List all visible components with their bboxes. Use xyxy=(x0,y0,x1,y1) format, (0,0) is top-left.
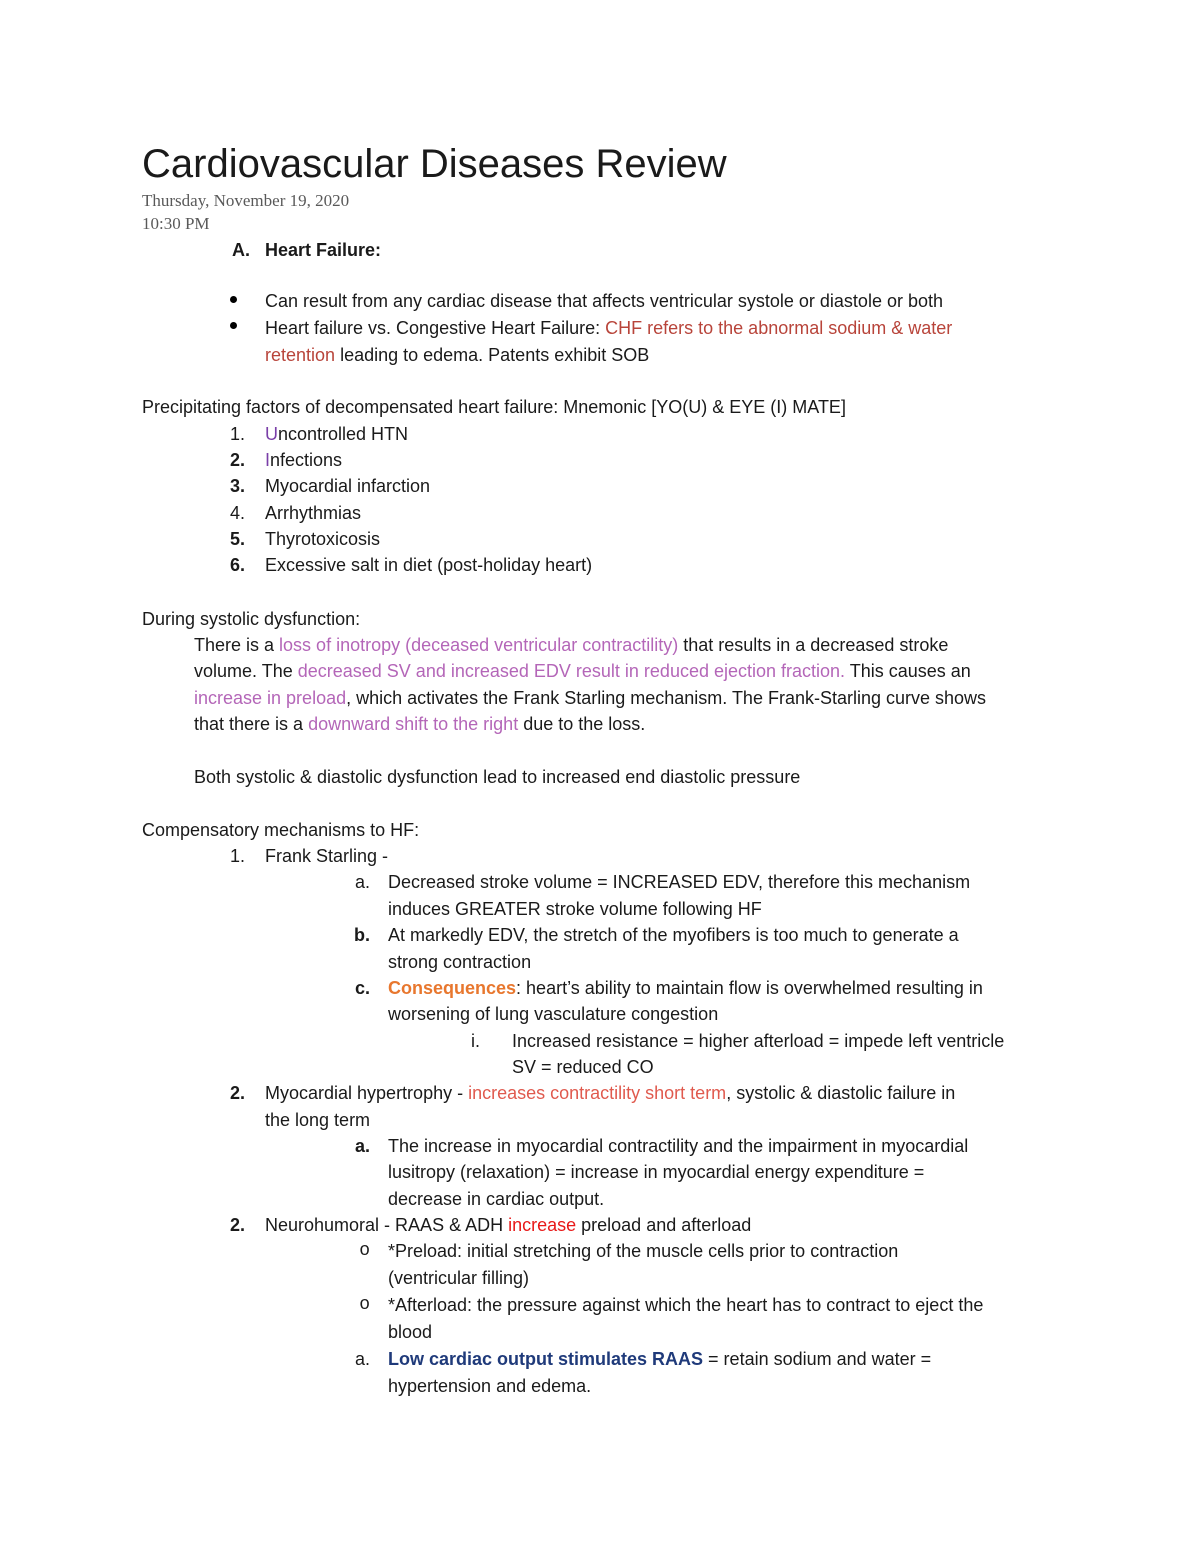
note-date: Thursday, November 19, 2020 xyxy=(142,191,350,210)
list-item: Myocardial infarction xyxy=(265,476,431,496)
list-item: Frank Starling - xyxy=(265,846,389,866)
bullet-o-icon: o xyxy=(359,1295,370,1315)
text-run: = retain sodium and water = xyxy=(703,1349,932,1369)
highlight-text: increases contractility short term xyxy=(468,1083,727,1103)
paragraph: Both systolic & diastolic dysfunction lead to increased end diastolic pressure xyxy=(194,767,801,787)
highlight-text: Low cardiac output stimulates RAAS xyxy=(388,1349,704,1369)
list-item xyxy=(388,1346,931,1372)
list-item: Can result from any cardiac disease that affects ventricular systole or diastole or both xyxy=(265,291,943,311)
paragraph-heading: During systolic dysfunction: xyxy=(142,609,361,629)
list-item xyxy=(265,447,342,473)
list-item xyxy=(265,1080,955,1106)
mnemonic-letter: I xyxy=(265,450,271,470)
list-item-continuation: (ventricular filling) xyxy=(388,1268,530,1288)
text-run: nfections xyxy=(270,450,343,470)
list-item: Increased resistance = higher afterload = impede left ventricle xyxy=(512,1031,1005,1051)
page-title: Cardiovascular Diseases Review xyxy=(142,142,727,186)
text-run: This causes an xyxy=(845,661,971,681)
highlight-label: Consequences xyxy=(388,978,517,998)
highlight-text: decreased SV and increased EDV result in reduced ejection fraction. xyxy=(297,661,846,681)
list-item: Excessive salt in diet (post-holiday heart) xyxy=(265,555,593,575)
list-number: 1. xyxy=(229,424,245,444)
text-run: , which activates the Frank Starling mechanism. The Frank-Starling curve shows xyxy=(346,688,987,708)
text-run: leading to edema. Patents exhibit SOB xyxy=(335,345,650,365)
paragraph-line xyxy=(194,711,645,737)
list-item-continuation xyxy=(265,342,649,368)
section-heading: Heart Failure: xyxy=(265,240,382,260)
list-letter: a. xyxy=(354,1349,370,1369)
list-item-continuation: hypertension and edema. xyxy=(388,1376,592,1396)
list-item xyxy=(265,315,952,341)
text-run: Heart failure vs. Congestive Heart Failure: xyxy=(265,318,606,338)
list-item: *Afterload: the pressure against which the heart has to contract to eject the xyxy=(388,1295,984,1315)
text-run: Neurohumoral - RAAS & ADH xyxy=(265,1215,509,1235)
paragraph-line xyxy=(194,658,971,684)
highlight-text: increase xyxy=(508,1215,577,1235)
list-number: 1. xyxy=(229,846,245,866)
text-run: due to the loss. xyxy=(518,714,646,734)
bullet-icon xyxy=(230,322,237,329)
section-marker: A. xyxy=(232,240,250,260)
list-number: 5. xyxy=(229,529,245,549)
list-item: The increase in myocardial contractility and the impairment in myocardial xyxy=(388,1136,969,1156)
list-number: 3. xyxy=(229,476,245,496)
list-letter: a. xyxy=(354,1136,370,1156)
highlight-text: CHF refers to the abnormal sodium & water xyxy=(605,318,953,338)
list-item-continuation: strong contraction xyxy=(388,952,532,972)
list-item-continuation: blood xyxy=(388,1322,433,1342)
paragraph: Precipitating factors of decompensated heart failure: Mnemonic [YO(U) & EYE (I) MATE] xyxy=(142,397,846,417)
text-run: preload and afterload xyxy=(576,1215,752,1235)
list-letter: a. xyxy=(354,872,370,892)
paragraph-line xyxy=(194,685,986,711)
list-letter: b. xyxy=(354,925,370,945)
text-run: There is a xyxy=(194,635,280,655)
list-item: At markedly EDV, the stretch of the myofibers is too much to generate a xyxy=(388,925,959,945)
list-item-continuation: the long term xyxy=(265,1110,371,1130)
list-item: Decreased stroke volume = INCREASED EDV, therefore this mechanism xyxy=(388,872,971,892)
bullet-o-icon: o xyxy=(359,1241,370,1261)
list-item xyxy=(388,975,983,1001)
text-run: Myocardial hypertrophy - xyxy=(265,1083,469,1103)
text-run: that results in a decreased stroke xyxy=(678,635,949,655)
list-item-continuation: worsening of lung vasculature congestion xyxy=(388,1004,719,1024)
highlight-text: loss of inotropy (deceased ventricular contractility) xyxy=(279,635,679,655)
list-item: Thyrotoxicosis xyxy=(265,529,381,549)
highlight-text: increase in preload xyxy=(194,688,347,708)
list-number: 2. xyxy=(229,1083,245,1103)
bullet-icon xyxy=(230,296,237,303)
paragraph-line xyxy=(194,632,948,658)
list-number: 6. xyxy=(229,555,245,575)
list-item-continuation: decrease in cardiac output. xyxy=(388,1189,605,1209)
list-number: 2. xyxy=(229,1215,245,1235)
text-run: volume. The xyxy=(194,661,298,681)
paragraph-heading: Compensatory mechanisms to HF: xyxy=(142,820,420,840)
list-item-continuation: SV = reduced CO xyxy=(512,1057,654,1077)
highlight-text: downward shift to the right xyxy=(308,714,519,734)
text-run: , systolic & diastolic failure in xyxy=(726,1083,956,1103)
list-item: *Preload: initial stretching of the muscle cells prior to contraction xyxy=(388,1241,899,1261)
list-number: 4. xyxy=(229,503,245,523)
list-item: Arrhythmias xyxy=(265,503,362,523)
mnemonic-letter: U xyxy=(265,424,278,444)
list-letter: c. xyxy=(354,978,370,998)
list-item xyxy=(265,1212,751,1238)
text-run: that there is a xyxy=(194,714,309,734)
list-item-continuation: induces GREATER stroke volume following HF xyxy=(388,899,762,919)
note-time: 10:30 PM xyxy=(142,214,210,233)
list-number: 2. xyxy=(229,450,245,470)
highlight-text: retention xyxy=(265,345,336,365)
list-roman: i. xyxy=(471,1031,480,1051)
text-run: ncontrolled HTN xyxy=(278,424,409,444)
text-run: : heart’s ability to maintain flow is overwhelmed resulting in xyxy=(516,978,983,998)
list-item xyxy=(265,421,408,447)
list-item-continuation: lusitropy (relaxation) = increase in myocardial energy expenditure = xyxy=(388,1162,925,1182)
